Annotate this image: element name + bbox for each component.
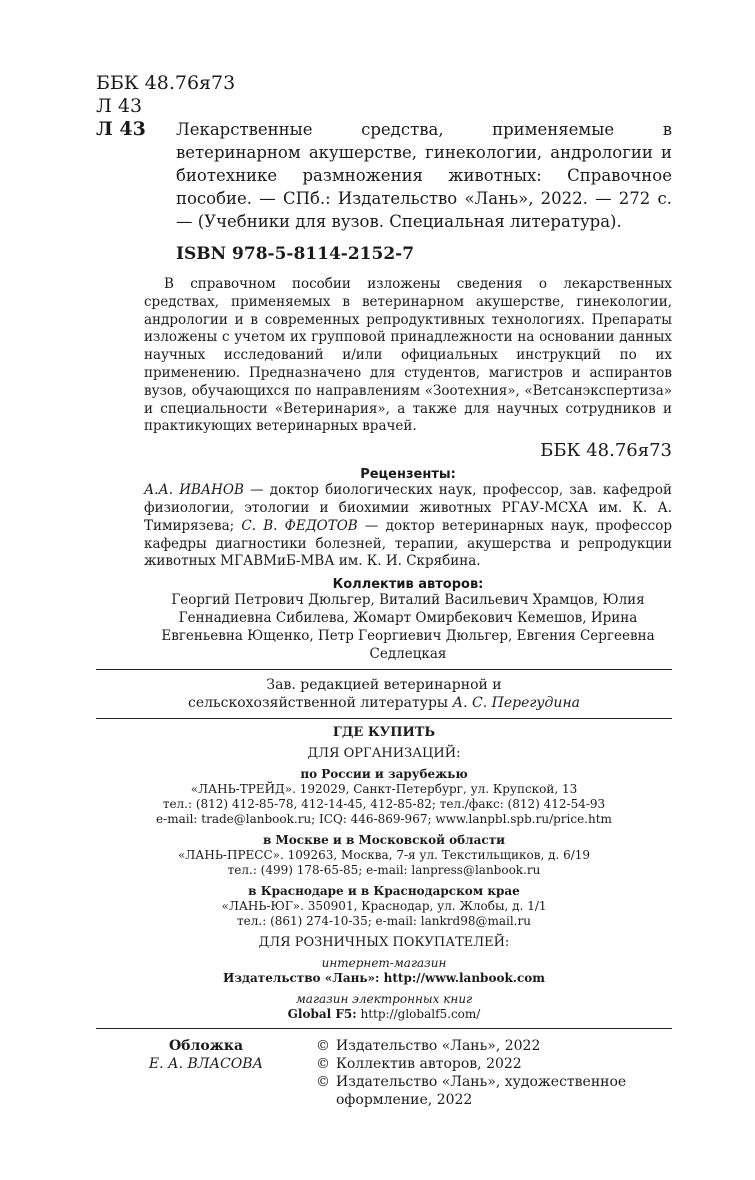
authors-heading-wrap: [144, 577, 672, 592]
imprint-page: [96, 72, 672, 1109]
russia-phones: тел.: (812) 412-85-78, 412-14-45, 412-85-82; тел./факс: (812) 412-54-93: [162, 797, 606, 812]
divider: [96, 1028, 672, 1029]
copyright-text: Издательство «Лань», 2022: [336, 1038, 541, 1055]
reviewer-2-text: — доктор ветеринарных наук, профессор кафедры диагностики болезней, терапии, акушерства и репродукции животных МГАВМиБ-МВА им. К. И. Скрябина.: [144, 517, 672, 570]
copyright-line: [316, 1055, 672, 1073]
retail-heading: ДЛЯ РОЗНИЧНЫХ ПОКУПАТЕЛЕЙ:: [258, 935, 510, 951]
call-label: Л 43: [96, 118, 146, 140]
moscow-contacts: тел.: (499) 178-65-85; e-mail: lanpress@lanbook.ru: [227, 863, 541, 878]
cover-credit: [96, 1037, 316, 1109]
ebook-url[interactable]: http://globalf5.com/: [356, 1007, 481, 1022]
reviewers-block: [144, 467, 672, 482]
cover-artist: Е. А. ВЛАСОВА: [148, 1056, 264, 1073]
editor-role: сельскохозяйственной литературы: [187, 695, 453, 712]
shop-name[interactable]: Издательство «Лань»: http://www.lanbook.com: [223, 971, 545, 986]
ebook-store[interactable]: [96, 1007, 672, 1022]
copyright-line: [316, 1037, 672, 1055]
copyright-icon: ©: [316, 1074, 330, 1091]
where-to-buy-title: ГДЕ КУПИТЬ: [332, 725, 436, 741]
editor-line-1: Зав. редакцией ветеринарной и: [266, 677, 502, 694]
moscow-block: [96, 833, 672, 878]
reviewer-1-text: — доктор биологических наук, профессор, зав. кафедрой физиологии, этологии и биохимии животных РГАУ-МСХА им. К. А. Тимирязева;: [144, 482, 672, 534]
copyright-icon: ©: [316, 1038, 330, 1055]
bibliographic-description: Лекарственные средства, применяемые в ветеринарном акушерстве, гинекологии, андрологии и биотехнике размножения животных: Справочное пособие. — СПб.: Издательство «Лань», 2022. — 272 с. — (Учебники для вузов. Специальная литература).: [176, 120, 672, 231]
authors-list: Георгий Петрович Дюльгер, Виталий Васильевич Храмцов, Юлия Геннадиевна Сибилева, Жомарт Омирбекович Кемешов, Ирина Евгеньевна Ющенко, Петр Георгиевич Дюльгер, Евгения Сергеевна Седлецкая: [161, 592, 655, 662]
copyright-text: Коллектив авторов, 2022: [336, 1056, 522, 1073]
copyright-text: Издательство «Лань», художественное оформление, 2022: [336, 1074, 627, 1109]
org-heading: ДЛЯ ОРГАНИЗАЦИЙ:: [307, 746, 461, 762]
region-krasnodar: в Краснодаре и в Краснодарском крае: [248, 884, 520, 899]
divider: [96, 669, 672, 670]
bibliographic-entry: [96, 118, 672, 233]
krasnodar-address: «ЛАНЬ-ЮГ». 350901, Краснодар, ул. Жлобы, д. 1/1: [221, 899, 547, 914]
cover-label: Обложка: [168, 1038, 244, 1055]
copyright-block: [316, 1037, 672, 1109]
editor-name: А. С. Перегудина: [452, 695, 581, 712]
bbk-code: ББК 48.76я73: [96, 72, 236, 94]
copyright-line: [316, 1073, 672, 1109]
copyright-icon: ©: [316, 1056, 330, 1073]
russia-contacts: e-mail: trade@lanbook.ru; ICQ: 446-869-967; www.lanpbl.spb.ru/price.htm: [156, 812, 612, 827]
footer: [96, 1037, 672, 1109]
krasnodar-block: [96, 884, 672, 929]
divider: [96, 718, 672, 719]
reviewer-2-name: С. В. ФЕДОТОВ: [241, 517, 358, 534]
authors-heading: Коллектив авторов:: [332, 577, 484, 593]
editor-line-2: [96, 694, 672, 712]
bbk-code-bottom: ББК 48.76я73: [540, 440, 672, 462]
russia-block: [96, 767, 672, 827]
reviewer-1-name: А.А. ИВАНОВ: [144, 482, 244, 499]
shop-label: интернет-магазин: [321, 956, 447, 971]
annotation: В справочном пособии изложены сведения о лекарственных средствах, применяемых в ветеринарном акушерстве, гинекологии, андрологии и в современных репродуктивных технологиях. Препараты изложены с учетом их групповой принадлежности на основании данных научных исследований и/или официальных инструкций по их применению. Предназначено для студентов, магистров и аспирантов вузов, обучающихся по направлениям «Зоотехния», «Ветсанэкспертиза» и специальности «Ветеринария», а также для научных сотрудников и практикующих ветеринарных врачей.: [144, 276, 672, 435]
region-russia: по России и зарубежью: [300, 767, 468, 782]
krasnodar-contacts: тел.: (861) 274-10-35; e-mail: lankrd98@mail.ru: [237, 914, 531, 929]
reviewers-text: [144, 482, 672, 571]
ebook-label: магазин электронных книг: [295, 992, 473, 1007]
reviewers-heading: Рецензенты:: [360, 467, 456, 483]
ebook-name: Global F5:: [287, 1007, 357, 1022]
author-mark: Л 43: [96, 95, 143, 117]
region-moscow: в Москве и в Московской области: [262, 833, 506, 848]
russia-address: «ЛАНЬ-ТРЕЙД». 192029, Санкт-Петербург, ул. Крупской, 13: [190, 782, 578, 797]
isbn: ISBN 978-5-8114-2152-7: [176, 244, 415, 264]
moscow-address: «ЛАНЬ-ПРЕСС». 109263, Москва, 7-я ул. Текстильщиков, д. 6/19: [177, 848, 591, 863]
